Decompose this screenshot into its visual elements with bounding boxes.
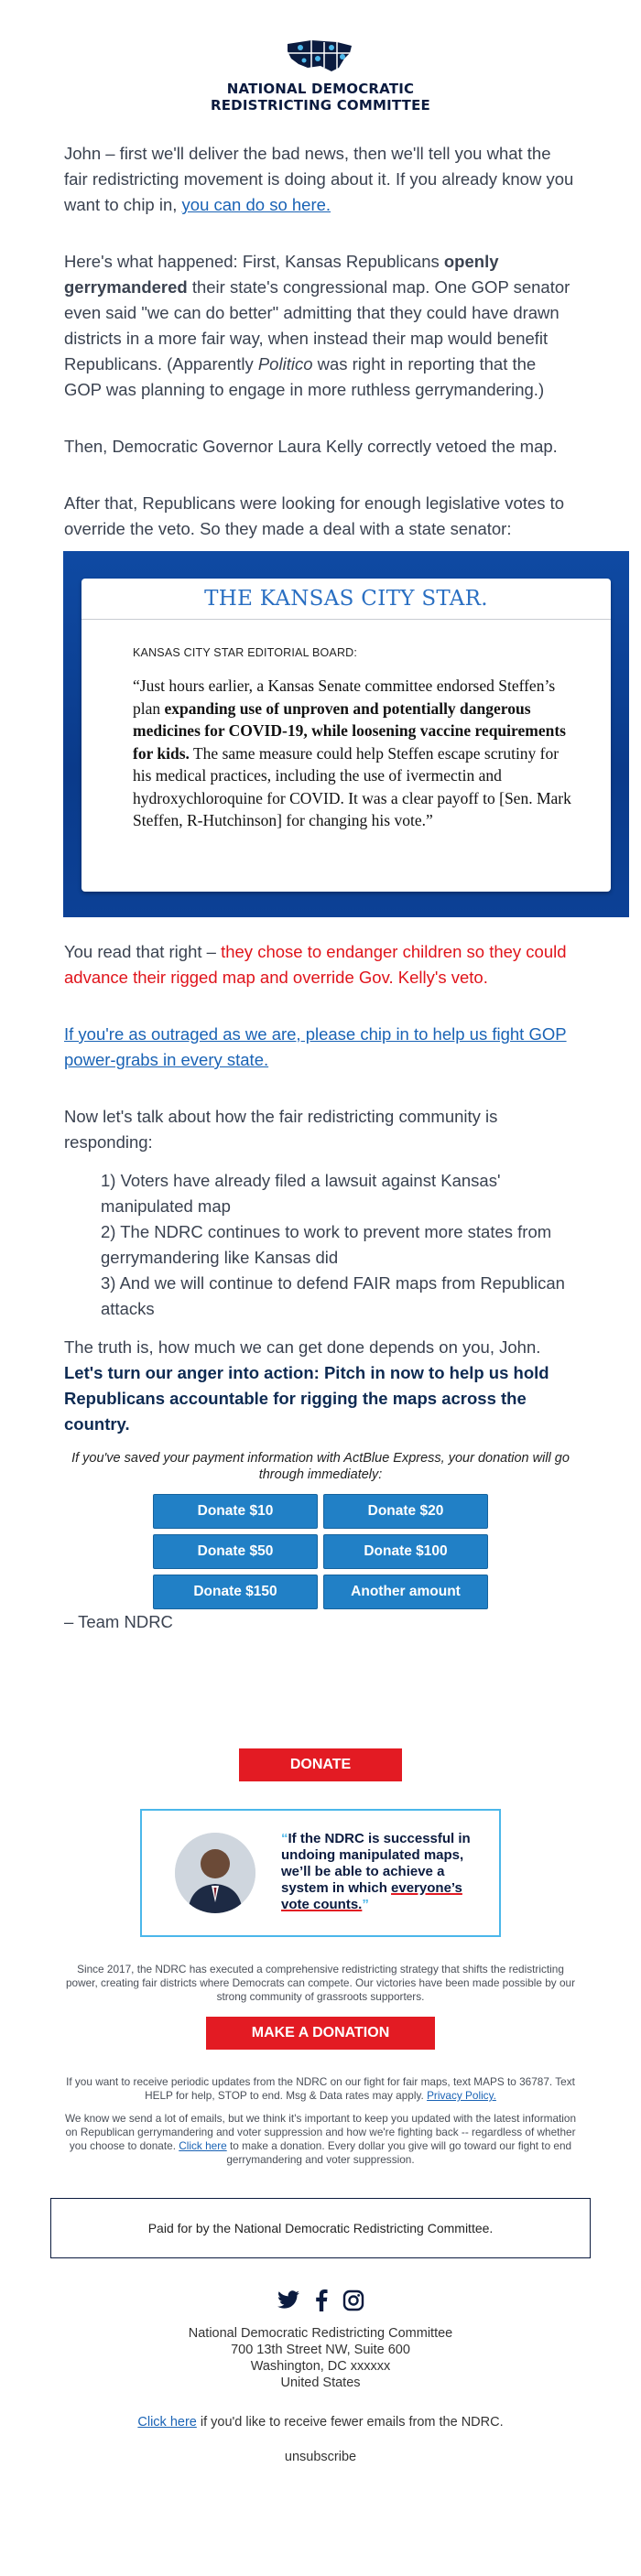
intro-text: John – first we'll deliver the bad news, then we'll tell you what the fair redistricting movement is doing about it. If you already know you want to chip in,	[64, 144, 574, 214]
pull-quote	[281, 1831, 483, 1913]
p2-bold: openly gerrymandered	[64, 252, 499, 297]
actblue-note: If you've saved your payment information with ActBlue Express, your donation will go through immediately:	[71, 1451, 570, 1482]
person-portrait-icon	[175, 1833, 255, 1913]
donate-100-button[interactable]: Donate $100	[323, 1534, 488, 1569]
sms-notice	[0, 2075, 641, 2103]
mission-statement: Since 2017, the NDRC has executed a comprehensive redistricting strategy that shifts the redistricting power, creating fair districts where Democrats can compete. Our victories have been made possible by our strong community of grassroots supporters.	[65, 1963, 576, 2003]
override-paragraph: After that, Republicans were looking for enough legislative votes to override the veto. So they made a deal with a state senator:	[64, 493, 565, 538]
quote-text-b: The same measure could help Steffen escape scrutiny for his medical practices, including the use of ivermectin and hydroxychloroquine for COVID. It was a clear payoff to [Sen. Mark Steffen, R-Hutchinson] for changing his vote.”	[133, 743, 571, 829]
p5-text: You read that right –	[64, 942, 222, 961]
paid-for-disclaimer: Paid for by the National Democratic Redistricting Committee.	[50, 2198, 591, 2258]
action-paragraph	[64, 1335, 577, 1437]
footer-donate-button[interactable]: DONATE	[239, 1748, 402, 1781]
quote-card	[81, 579, 611, 892]
signoff: – Team NDRC	[64, 1612, 173, 1631]
list-item: 1) Voters have already filed a lawsuit against Kansas' manipulated map	[101, 1171, 501, 1216]
emails-text-a: We know we send a lot of emails, but we think it's important to keep you updated with the latest information on Republican gerrymandering and voter suppression and how we're fighting back -- regardless of whether you choose to donate.	[64, 2112, 577, 2152]
make-donation-button[interactable]: MAKE A DONATION	[206, 2017, 435, 2050]
pull-quote-text: If the NDRC is successful in undoing manipulated maps, we’ll be able to achieve a system in which	[281, 1831, 471, 1896]
address-line: 700 13th Street NW, Suite 600	[231, 2343, 410, 2357]
p8-bold-text: Let's turn our anger into action: Pitch in now to help us hold Republicans accountable for rigging the maps across the country.	[64, 1363, 549, 1434]
pull-quote-underlined: everyone’s vote counts.	[281, 1880, 462, 1912]
list-item: 3) And we will continue to defend FAIR maps from Republican attacks	[101, 1273, 565, 1318]
list-item: 2) The NDRC continues to work to prevent more states from gerrymandering like Kansas did	[101, 1222, 552, 1267]
what-happened-paragraph	[64, 249, 577, 403]
donate-20-button[interactable]: Donate $20	[323, 1494, 488, 1529]
donate-other-amount-button[interactable]: Another amount	[323, 1575, 488, 1609]
click-here-donate-link[interactable]: Click here	[179, 2139, 227, 2152]
email-frequency-notice	[0, 2112, 641, 2167]
p8-text: The truth is, how much we can get done depends on you, John.	[64, 1337, 541, 1357]
p2-text-b: their state's congressional map. One GOP senator even said "we can do better" admitting that they could have drawn districts in a more fair way, when instead their map would benefit Republicans. (Apparently	[64, 277, 570, 373]
politico-italic: Politico	[257, 354, 313, 373]
address-line: United States	[280, 2376, 361, 2390]
kansas-city-star-quote-image	[63, 551, 629, 917]
instagram-icon[interactable]	[342, 2289, 364, 2316]
fewer-emails-line	[0, 2415, 641, 2430]
response-list	[101, 1168, 577, 1322]
sms-text: If you want to receive periodic updates from the NDRC on our fight for fair maps, text MAPS to 36787. Text HELP for help, STOP to end. Msg & Data rates may apply.	[66, 2075, 575, 2102]
donate-50-button[interactable]: Donate $50	[153, 1534, 318, 1569]
masthead-divider	[81, 619, 611, 620]
org-name-line2: REDISTRICTING COMMITTEE	[210, 97, 430, 114]
donate-150-button[interactable]: Donate $150	[153, 1575, 318, 1609]
p2-text-c: was right in reporting that the GOP was planning to engage in more ruthless gerrymandering.)	[64, 354, 545, 399]
avatar	[175, 1833, 255, 1913]
close-quote-mark: ”	[362, 1897, 369, 1912]
privacy-policy-link[interactable]: Privacy Policy.	[427, 2089, 496, 2102]
responding-paragraph: Now let's talk about how the fair redistricting community is responding:	[64, 1107, 498, 1152]
holder-quote-box	[140, 1809, 501, 1937]
veto-paragraph: Then, Democratic Governor Laura Kelly correctly vetoed the map.	[64, 437, 558, 456]
quote-text-a: “Just hours earlier, a Kansas Senate committee endorsed Steffen’s plan	[133, 676, 556, 718]
org-name-line1: NATIONAL DEMOCRATIC	[226, 81, 415, 97]
quote-text	[133, 675, 574, 832]
fewer-emails-text: if you'd like to receive fewer emails from the NDRC.	[196, 2415, 504, 2430]
twitter-icon[interactable]	[277, 2290, 300, 2315]
donate-10-button[interactable]: Donate $10	[153, 1494, 318, 1529]
facebook-icon[interactable]	[315, 2289, 328, 2316]
kcs-masthead: THE KANSAS CITY STAR.	[204, 587, 488, 611]
intro-paragraph	[64, 141, 577, 218]
ndrc-map-logo-icon	[284, 37, 357, 75]
p2-text-a: Here's what happened: First, Kansas Republicans	[64, 252, 444, 271]
chip-in-link[interactable]: you can do so here.	[181, 195, 331, 214]
email-body	[0, 141, 641, 1635]
editorial-board-byline: KANSAS CITY STAR EDITORIAL BOARD:	[133, 646, 358, 659]
unsubscribe-link[interactable]: unsubscribe	[284, 2450, 357, 2464]
fewer-emails-link[interactable]: Click here	[137, 2415, 197, 2430]
social-links	[0, 2289, 641, 2316]
p5-red-text: they chose to endanger children so they could advance their rigged map and override Gov. Kelly's veto.	[64, 942, 567, 987]
emails-text-b: to make a donation. Every dollar you give will go toward our fight to end gerrymandering and voter suppression.	[226, 2139, 572, 2166]
header	[0, 0, 641, 114]
outraged-chip-in-link[interactable]: If you're as outraged as we are, please chip in to help us fight GOP power-grabs in every state.	[64, 1024, 567, 1069]
address-line: National Democratic Redistricting Committee	[188, 2326, 453, 2341]
org-name	[0, 81, 641, 114]
donate-button-grid	[153, 1494, 488, 1609]
open-quote-mark: “	[281, 1831, 288, 1846]
address-line: Washington, DC xxxxxx	[250, 2359, 391, 2374]
read-that-right-paragraph	[64, 939, 577, 990]
mailing-address	[0, 2325, 641, 2391]
quote-text-bold: expanding use of unproven and potentially dangerous medicines for COVID-19, while loosening vaccine requirements for kids.	[133, 698, 566, 763]
